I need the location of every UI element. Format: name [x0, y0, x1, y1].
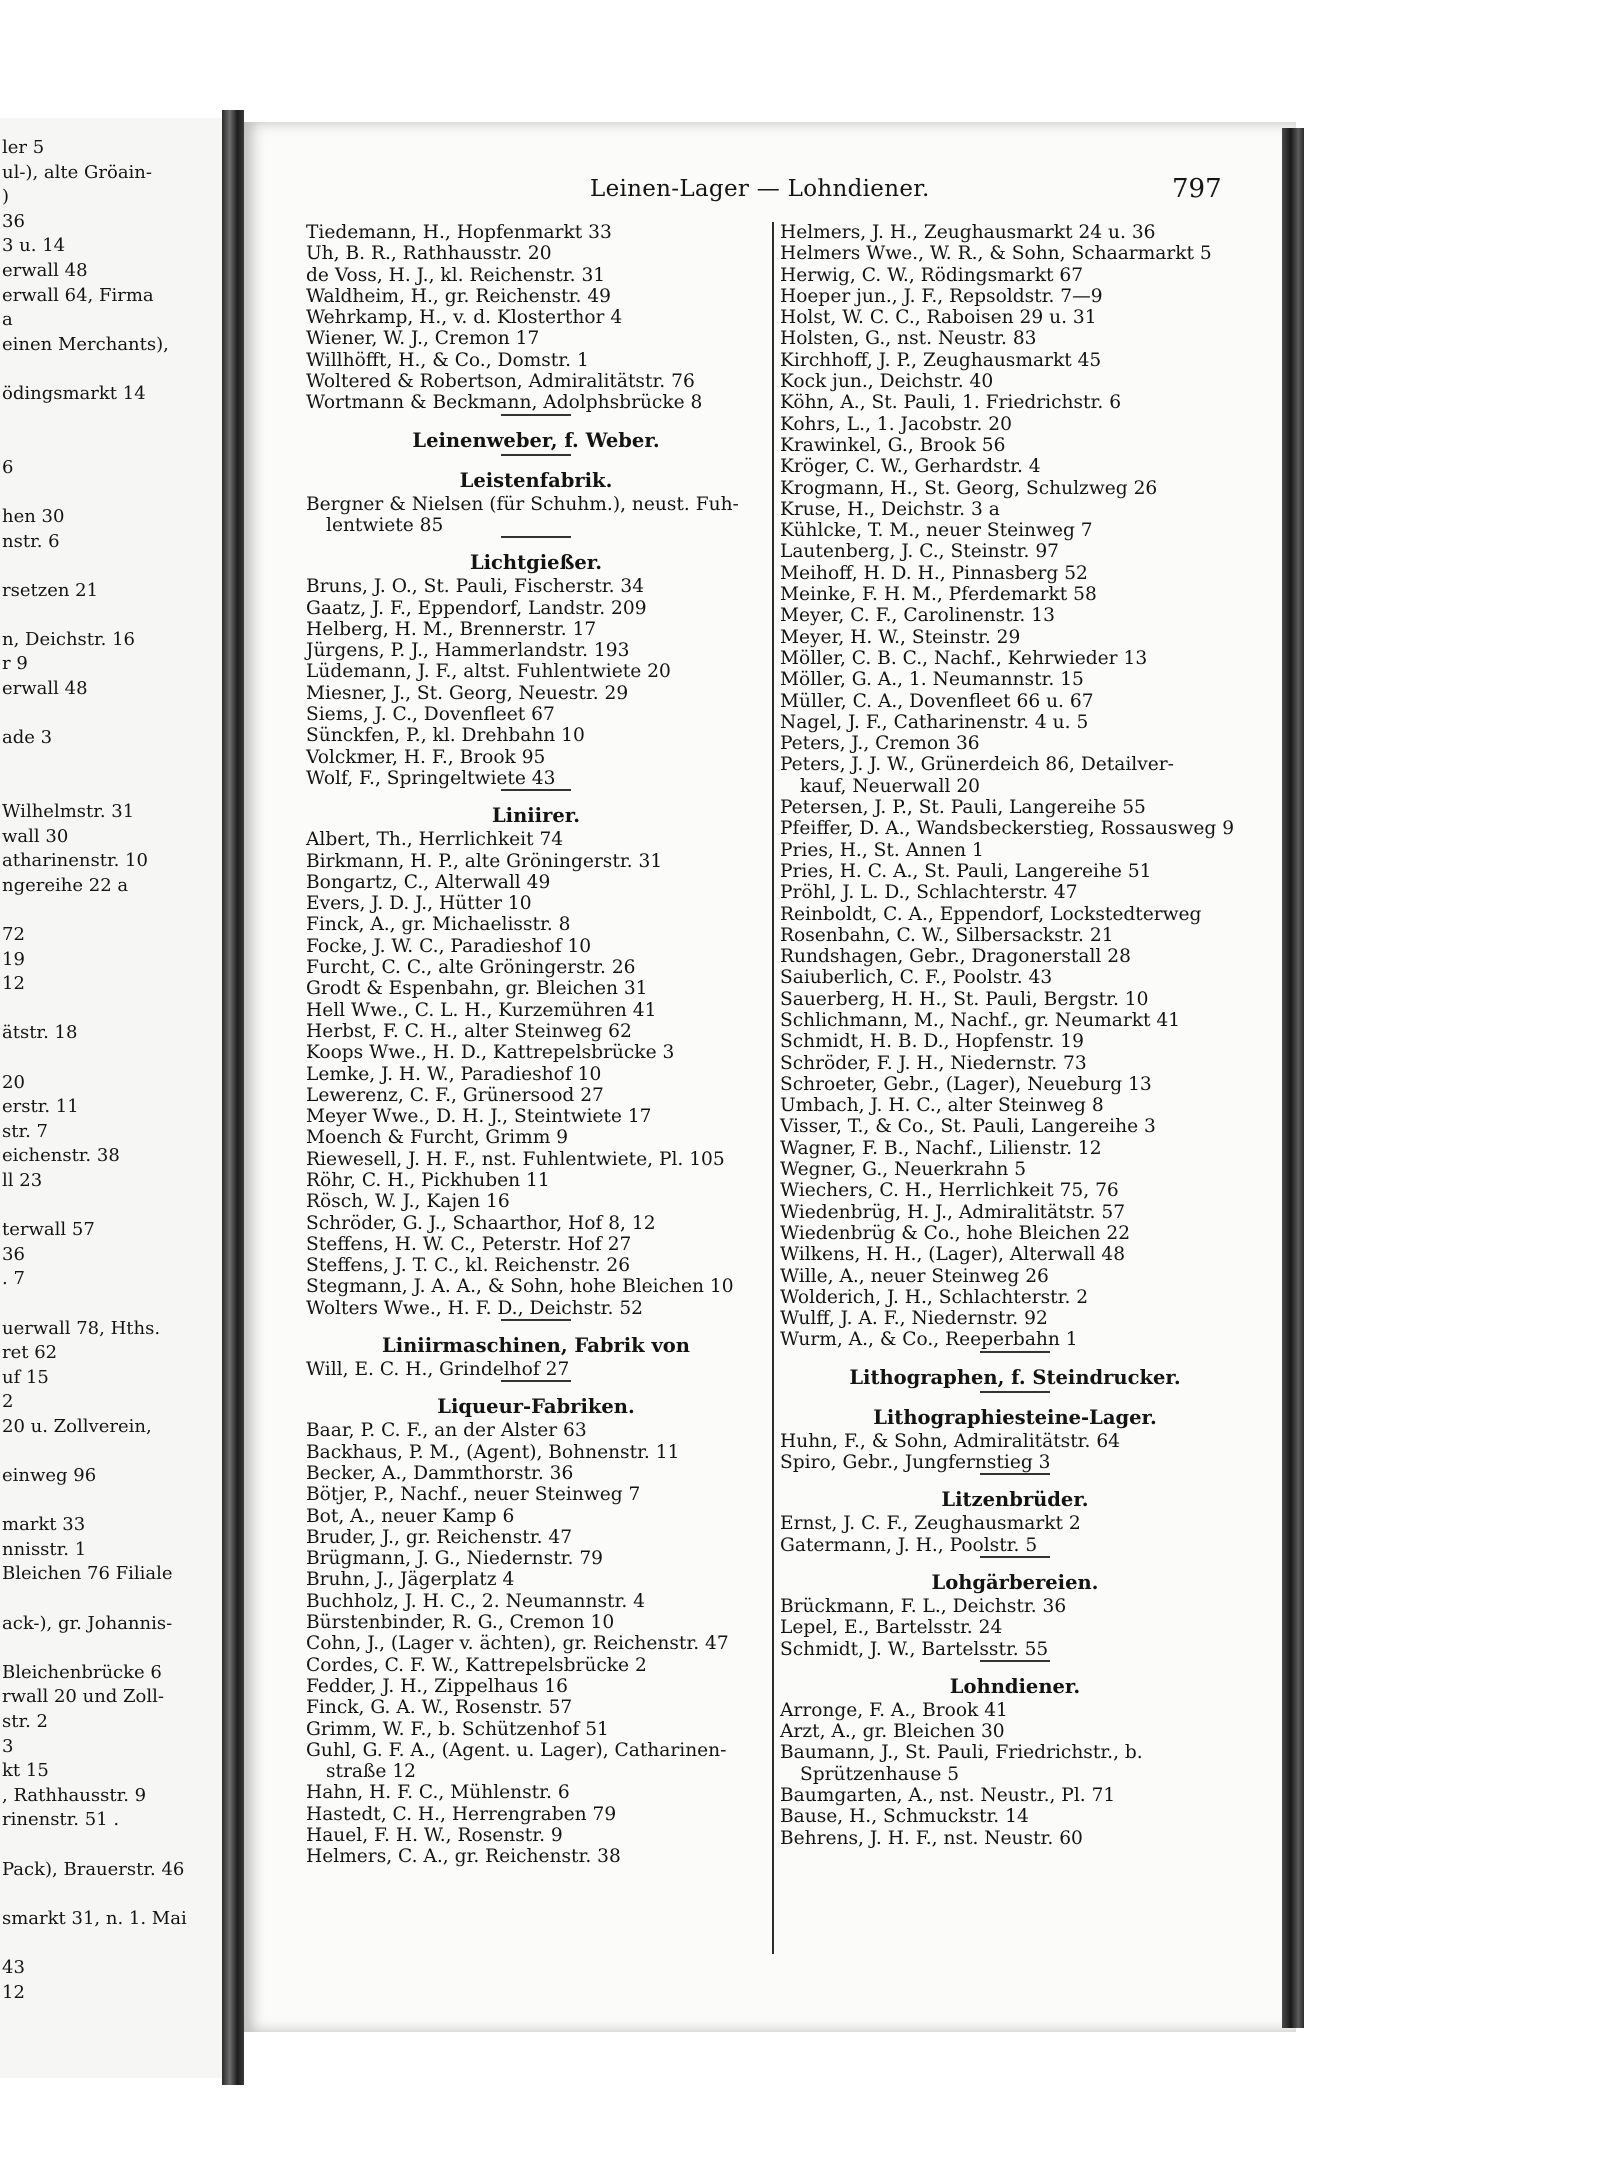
section-separator: [501, 536, 571, 538]
section-separator: [980, 1556, 1050, 1558]
directory-entry: Birkmann, H. P., alte Gröningerstr. 31: [306, 850, 663, 872]
left-page-line: 36: [2, 1243, 25, 1265]
directory-entry: Rosenbahn, C. W., Silbersackstr. 21: [780, 924, 1114, 946]
left-page: [0, 118, 225, 2078]
directory-entry: Siems, J. C., Dovenfleet 67: [306, 704, 555, 726]
left-page-line: . 7: [2, 1268, 25, 1290]
directory-entry: Schröder, G. J., Schaarthor, Hof 8, 12: [306, 1212, 656, 1234]
section-separator: [501, 1380, 571, 1382]
directory-entry: Kröger, C. W., Gerhardstr. 4: [780, 456, 1041, 478]
left-page-line: [0, 1292, 222, 1317]
left-page-line: n, Deichstr. 16: [2, 628, 135, 650]
directory-entry: Wille, A., neuer Steinweg 26: [780, 1265, 1049, 1287]
directory-entry: Hahn, H. F. C., Mühlenstr. 6: [306, 1782, 570, 1804]
directory-entry: Steffens, J. T. C., kl. Reichenstr. 26: [306, 1255, 631, 1277]
directory-entry: Riewesell, J. H. F., nst. Fuhlentwiete, Pl. 105: [306, 1148, 725, 1170]
left-page-line: 36: [2, 210, 25, 232]
directory-entry: Schmidt, J. W., Bartelsstr. 55: [780, 1638, 1049, 1660]
directory-entry: Waldheim, H., gr. Reichenstr. 49: [306, 285, 611, 307]
section-heading: Liqueur-Fabriken.: [437, 1395, 635, 1419]
directory-entry: Reinboldt, C. A., Eppendorf, Lockstedterweg: [780, 903, 1202, 925]
directory-entry: Nagel, J. F., Catharinenstr. 4 u. 5: [780, 711, 1089, 733]
section-heading: Lithographiesteine-Lager.: [873, 1405, 1157, 1429]
directory-entry: Bruhn, J., Jägerplatz 4: [306, 1569, 515, 1591]
left-page-line: [0, 702, 222, 727]
directory-entry: Meyer Wwe., D. H. J., Steintwiete 17: [306, 1106, 652, 1128]
directory-entry: Gaatz, J. F., Eppendorf, Landstr. 209: [306, 597, 647, 619]
directory-entry: Krawinkel, G., Brook 56: [780, 434, 1006, 456]
left-page-line: [0, 407, 222, 432]
directory-entry: Will, E. C. H., Grindelhof 27: [306, 1359, 570, 1381]
section-heading: Lichtgießer.: [469, 551, 603, 575]
directory-entry: Herbst, F. C. H., alter Steinweg 62: [306, 1020, 632, 1042]
directory-column-right: [772, 222, 1250, 1954]
directory-entry: Gatermann, J. H., Poolstr. 5: [780, 1534, 1038, 1556]
directory-entry: Kirchhoff, J. P., Zeughausmarkt 45: [780, 349, 1102, 371]
left-page-line: 19: [2, 948, 25, 970]
directory-entry: Wilkens, H. H., (Lager), Alterwall 48: [780, 1244, 1126, 1266]
left-page-line: nstr. 6: [2, 530, 60, 552]
left-page-line: [0, 1439, 222, 1464]
left-page-line: [0, 603, 222, 628]
directory-entry: Woltered & Robertson, Admiralitätstr. 76: [306, 371, 695, 393]
directory-entry: Bause, H., Schmuckstr. 14: [780, 1806, 1029, 1828]
left-page-line: str. 2: [2, 1711, 48, 1732]
directory-entry: Sünckfen, P., kl. Drehbahn 10: [306, 725, 585, 747]
directory-entry: Visser, T., & Co., St. Pauli, Langereihe 3: [780, 1116, 1156, 1138]
left-page-line: ödingsmarkt 14: [2, 382, 146, 404]
directory-entry: Wolderich, J. H., Schlachterstr. 2: [780, 1286, 1089, 1308]
directory-column-left: [306, 222, 766, 1868]
directory-entry: Kohrs, L., 1. Jacobstr. 20: [780, 413, 1012, 435]
section-heading: Leinenweber, f. Weber.: [412, 428, 660, 452]
left-page-line: erwall 48: [2, 678, 88, 700]
section-separator: [980, 1473, 1050, 1475]
directory-entry: Miesner, J., St. Georg, Neuestr. 29: [306, 682, 629, 704]
left-page-line: [0, 898, 222, 923]
directory-entry: Pries, H. C. A., St. Pauli, Langereihe 51: [780, 860, 1152, 882]
directory-entry: Schlichmann, M., Nachf., gr. Neumarkt 41: [780, 1009, 1181, 1031]
directory-entry: Bergner & Nielsen (für Schuhm.), neust. Fuh-: [306, 493, 739, 515]
left-page-line: ade 3: [2, 727, 53, 749]
left-page-line: terwall 57: [2, 1219, 95, 1241]
directory-entry: Arronge, F. A., Brook 41: [780, 1699, 1008, 1721]
left-page-line: rinenstr. 51 .: [2, 1809, 120, 1831]
left-page-line: kt 15: [2, 1760, 49, 1782]
left-page-line: 3: [2, 1735, 14, 1757]
directory-entry-continuation: Sprützenhause 5: [800, 1763, 960, 1785]
directory-entry: Bruder, J., gr. Reichenstr. 47: [306, 1526, 573, 1548]
page-number: 797: [1172, 174, 1222, 204]
directory-entry: Wulff, J. A. F., Niedernstr. 92: [780, 1308, 1048, 1330]
directory-entry: Koops Wwe., H. D., Kattrepelsbrücke 3: [306, 1042, 675, 1064]
directory-entry: Brückmann, F. L., Deichstr. 36: [780, 1595, 1067, 1617]
directory-entry: Holst, W. C. C., Raboisen 29 u. 31: [780, 307, 1097, 329]
left-page-line: 6: [2, 456, 14, 478]
directory-entry: Schmidt, H. B. D., Hopfenstr. 19: [780, 1031, 1084, 1053]
left-page-line: 43: [2, 1956, 25, 1978]
left-page-line: ler 5: [2, 137, 45, 158]
section-separator: [980, 1391, 1050, 1393]
left-page-line: [0, 480, 222, 505]
directory-entry: Steffens, H. W. C., Peterstr. Hof 27: [306, 1233, 632, 1255]
left-page-line: 12: [2, 973, 25, 995]
left-page-line: [0, 997, 222, 1022]
section-separator: [980, 1351, 1050, 1353]
directory-entry: Focke, J. W. C., Paradieshof 10: [306, 935, 592, 957]
left-page-line: erwall 64, Firma: [2, 284, 154, 306]
directory-entry: Umbach, J. H. C., alter Steinweg 8: [780, 1095, 1104, 1117]
directory-entry: Baumgarten, A., nst. Neustr., Pl. 71: [780, 1785, 1116, 1806]
directory-entry: Wolters Wwe., H. F. D., Deichstr. 52: [306, 1297, 643, 1319]
directory-entry: Spiro, Gebr., Jungfernstieg 3: [780, 1452, 1051, 1474]
directory-entry: Schroeter, Gebr., (Lager), Neueburg 13: [780, 1073, 1152, 1095]
directory-entry: Wiener, W. J., Cremon 17: [306, 328, 540, 350]
directory-entry: Moench & Furcht, Grimm 9: [306, 1127, 569, 1149]
directory-entry: Tiedemann, H., Hopfenmarkt 33: [306, 222, 612, 243]
directory-entry: Backhaus, P. M., (Agent), Bohnenstr. 11: [306, 1441, 680, 1463]
directory-entry: Behrens, J. H. F., nst. Neustr. 60: [780, 1827, 1083, 1849]
directory-entry: Willhöfft, H., & Co., Domstr. 1: [306, 349, 589, 371]
left-page-line: atharinenstr. 10: [2, 850, 148, 872]
left-page-line: Wilhelmstr. 31: [2, 801, 135, 823]
left-page-line: wall 30: [2, 825, 69, 847]
left-page-line: ret 62: [2, 1342, 58, 1364]
left-page-line: , Rathhausstr. 9: [2, 1784, 147, 1806]
left-page-line: [0, 1931, 222, 1956]
directory-entry: Kühlcke, T. M., neuer Steinweg 7: [780, 520, 1093, 542]
directory-entry: Lautenberg, J. C., Steinstr. 97: [780, 541, 1059, 563]
left-page-line: Bleichen 76 Filiale: [2, 1563, 173, 1585]
directory-entry: Wortmann & Beckmann, Adolphsbrücke 8: [306, 392, 703, 414]
directory-entry: Ernst, J. C. F., Zeughausmarkt 2: [780, 1513, 1081, 1535]
directory-entry: Lüdemann, J. F., altst. Fuhlentwiete 20: [306, 661, 671, 683]
left-page-line: [0, 554, 222, 579]
directory-entry: Bötjer, P., Nachf., neuer Steinweg 7: [306, 1484, 641, 1506]
directory-entry: Kock jun., Deichstr. 40: [780, 371, 994, 393]
directory-entry: Saiuberlich, C. F., Poolstr. 43: [780, 967, 1053, 989]
left-page-line: eichenstr. 38: [2, 1145, 120, 1167]
directory-entry: Wiechers, C. H., Herrlichkeit 75, 76: [780, 1180, 1119, 1202]
directory-entry-continuation: kauf, Neuerwall 20: [800, 775, 980, 797]
directory-entry: Stegmann, J. A. A., & Sohn, hohe Bleichen 10: [306, 1276, 734, 1298]
directory-entry: Bruns, J. O., St. Pauli, Fischerstr. 34: [306, 576, 645, 598]
directory-entry: Helmers, C. A., gr. Reichenstr. 38: [306, 1846, 621, 1868]
directory-entry: Wurm, A., & Co., Reeperbahn 1: [780, 1329, 1078, 1351]
directory-entry: Cohn, J., (Lager v. ächten), gr. Reichenstr. 47: [306, 1633, 729, 1655]
left-page-line: str. 7: [2, 1120, 48, 1142]
directory-entry-continuation: straße 12: [326, 1761, 416, 1783]
directory-entry: Hell Wwe., C. L. H., Kurzemühren 41: [306, 999, 657, 1021]
left-page-line: [0, 1882, 222, 1907]
directory-entry: Hauel, F. H. W., Rosenstr. 9: [306, 1825, 563, 1846]
section-separator: [501, 789, 571, 791]
left-page-line: rwall 20 und Zoll-: [2, 1686, 164, 1708]
left-page-line: smarkt 31, n. 1. Mai: [2, 1907, 187, 1929]
left-page-line: ngereihe 22 a: [2, 874, 129, 896]
directory-entry: Meyer, H. W., Steinstr. 29: [780, 626, 1021, 648]
directory-entry: Lewerenz, C. F., Grünersood 27: [306, 1084, 604, 1106]
left-page-line: erstr. 11: [2, 1096, 79, 1118]
directory-entry: Pfeiffer, D. A., Wandsbeckerstieg, Rossausweg 9: [780, 818, 1235, 840]
directory-entry: Rösch, W. J., Kajen 16: [306, 1191, 510, 1213]
directory-entry: Petersen, J. P., St. Pauli, Langereihe 55: [780, 797, 1146, 819]
directory-entry: Finck, G. A. W., Rosenstr. 57: [306, 1697, 573, 1719]
left-page-line: [0, 357, 222, 382]
book-spine: [222, 110, 244, 2085]
left-page-line: ul-), alte Gröain-: [2, 161, 152, 183]
directory-entry: Köhn, A., St. Pauli, 1. Friedrichstr. 6: [780, 392, 1122, 414]
directory-entry: Lemke, J. H. W., Paradieshof 10: [306, 1063, 602, 1085]
left-page-line: nnisstr. 1: [2, 1538, 87, 1560]
directory-entry: Fedder, J. H., Zippelhaus 16: [306, 1675, 568, 1697]
left-page-line: [0, 1194, 222, 1219]
left-page-line: einen Merchants),: [2, 333, 169, 355]
left-page-line: erwall 48: [2, 259, 88, 281]
left-page-text: [0, 136, 222, 2005]
left-page-line: [0, 1833, 222, 1858]
section-heading: Lohndiener.: [949, 1674, 1081, 1698]
left-page-line: uerwall 78, Hths.: [2, 1317, 161, 1339]
directory-entry: Meyer, C. F., Carolinenstr. 13: [780, 605, 1055, 627]
directory-entry: Brügmann, J. G., Niedernstr. 79: [306, 1548, 603, 1570]
directory-entry: Helberg, H. M., Brennerstr. 17: [306, 618, 597, 640]
left-page-line: uf 15: [2, 1366, 49, 1388]
directory-entry: Lepel, E., Bartelsstr. 24: [780, 1617, 1003, 1639]
left-page-line: hen 30: [2, 505, 65, 527]
left-page-line: 3 u. 14: [2, 235, 66, 257]
directory-entry: Jürgens, P. J., Hammerlandstr. 193: [306, 640, 630, 662]
left-page-line: [0, 1636, 222, 1661]
left-page-line: 20 u. Zollverein,: [2, 1415, 152, 1437]
section-separator: [980, 1660, 1050, 1662]
directory-entry: Arzt, A., gr. Bleichen 30: [780, 1721, 1005, 1743]
left-page-line: ): [2, 186, 10, 208]
left-page-line: 2: [2, 1391, 14, 1413]
directory-entry: Möller, G. A., 1. Neumannstr. 15: [780, 669, 1084, 691]
left-page-line: 20: [2, 1071, 25, 1093]
left-page-line: [0, 431, 222, 456]
left-page-line: Bleichenbrücke 6: [2, 1661, 162, 1683]
directory-entry: Helmers Wwe., W. R., & Sohn, Schaarmarkt 5: [780, 243, 1212, 265]
directory-entry: Sauerberg, H. H., St. Pauli, Bergstr. 10: [780, 988, 1149, 1010]
page-edge: [1282, 128, 1304, 2028]
directory-entry: Bongartz, C., Alterwall 49: [306, 871, 551, 893]
left-page-line: [0, 751, 222, 776]
directory-entry: Wiedenbrüg, H. J., Admiralitätstr. 57: [780, 1201, 1126, 1223]
left-page-line: einweg 96: [2, 1465, 97, 1487]
directory-entry: Hastedt, C. H., Herrengraben 79: [306, 1803, 617, 1825]
left-page-line: 12: [2, 1981, 25, 2003]
page-header: Leinen-Lager — Lohndiener.: [590, 176, 930, 202]
left-page-line: rsetzen 21: [2, 579, 99, 601]
directory-entry: Peters, J., Cremon 36: [780, 733, 980, 755]
directory-entry: Helmers, J. H., Zeughausmarkt 24 u. 36: [780, 222, 1156, 243]
directory-entry: Becker, A., Dammthorstr. 36: [306, 1462, 574, 1484]
directory-entry: Bürstenbinder, R. G., Cremon 10: [306, 1612, 615, 1634]
left-page-line: markt 33: [2, 1514, 86, 1536]
directory-entry: Evers, J. D. J., Hütter 10: [306, 893, 532, 915]
directory-entry: Finck, A., gr. Michaelisstr. 8: [306, 914, 571, 936]
section-separator: [501, 1319, 571, 1321]
section-heading: Lithographen, f. Steindrucker.: [849, 1365, 1181, 1389]
left-page-line: 72: [2, 924, 25, 945]
directory-entry: Furcht, C. C., alte Gröningerstr. 26: [306, 957, 636, 979]
directory-entry: Müller, C. A., Dovenfleet 66 u. 67: [780, 690, 1094, 712]
directory-entry: Holsten, G., nst. Neustr. 83: [780, 328, 1037, 350]
directory-entry: Baumann, J., St. Pauli, Friedrichstr., b.: [780, 1742, 1143, 1764]
directory-entry: Hoeper jun., J. F., Repsoldstr. 7—9: [780, 285, 1103, 307]
left-page-line: Pack), Brauerstr. 46: [2, 1858, 185, 1880]
directory-entry: Rundshagen, Gebr., Dragonerstall 28: [780, 946, 1131, 968]
directory-entry: Albert, Th., Herrlichkeit 74: [306, 829, 564, 851]
directory-entry: Wiedenbrüg & Co., hohe Bleichen 22: [780, 1222, 1131, 1244]
left-page-line: [0, 775, 222, 800]
left-page-line: ll 23: [2, 1169, 43, 1191]
directory-entry-continuation: lentwiete 85: [326, 514, 444, 536]
directory-entry: Uh, B. R., Rathhausstr. 20: [306, 243, 552, 265]
section-heading: Litzenbrüder.: [941, 1488, 1089, 1512]
left-page-line: [0, 1489, 222, 1514]
section-separator: [501, 414, 571, 416]
section-heading: Liniirer.: [491, 804, 581, 828]
directory-entry: Grodt & Espenbahn, gr. Bleichen 31: [306, 978, 648, 1000]
directory-entry: Peters, J. J. W., Grünerdeich 86, Detailver-: [780, 754, 1174, 776]
left-page-line: [0, 1046, 222, 1071]
directory-entry: Baar, P. C. F., an der Alster 63: [306, 1420, 587, 1442]
directory-entry: Huhn, F., & Sohn, Admiralitätstr. 64: [780, 1430, 1121, 1452]
directory-entry: de Voss, H. J., kl. Reichenstr. 31: [306, 264, 606, 286]
section-separator: [501, 454, 571, 456]
directory-entry: Meinke, F. H. M., Pferdemarkt 58: [780, 584, 1097, 606]
directory-entry: Krogmann, H., St. Georg, Schulzweg 26: [780, 477, 1158, 499]
directory-entry: Röhr, C. H., Pickhuben 11: [306, 1169, 550, 1191]
directory-entry: Wehrkamp, H., v. d. Klosterthor 4: [306, 307, 623, 329]
directory-entry: Kruse, H., Deichstr. 3 a: [780, 498, 1000, 520]
directory-entry: Grimm, W. F., b. Schützenhof 51: [306, 1718, 609, 1740]
directory-entry: Cordes, C. F. W., Kattrepelsbrücke 2: [306, 1654, 647, 1676]
directory-entry: Volckmer, H. F., Brook 95: [306, 746, 546, 768]
directory-entry: Pries, H., St. Annen 1: [780, 839, 984, 861]
directory-entry: Wagner, F. B., Nachf., Lilienstr. 12: [780, 1137, 1102, 1159]
left-page-line: a: [2, 309, 13, 331]
section-heading: Leistenfabrik.: [459, 468, 613, 492]
directory-entry: Guhl, G. F. A., (Agent. u. Lager), Catharinen-: [306, 1739, 727, 1761]
directory-entry: Herwig, C. W., Rödingsmarkt 67: [780, 264, 1084, 286]
directory-entry: Pröhl, J. L. D., Schlachterstr. 47: [780, 882, 1078, 904]
directory-entry: Wegner, G., Neuerkrahn 5: [780, 1159, 1027, 1181]
section-heading: Liniirmaschinen, Fabrik von: [382, 1334, 690, 1358]
directory-entry: Bot, A., neuer Kamp 6: [306, 1505, 515, 1527]
left-page-line: ätstr. 18: [2, 1022, 78, 1044]
left-page-line: [0, 1587, 222, 1612]
directory-entry: Schröder, F. J. H., Niedernstr. 73: [780, 1052, 1087, 1074]
left-page-line: r 9: [2, 653, 28, 675]
directory-entry: Meihoff, H. D. H., Pinnasberg 52: [780, 562, 1088, 584]
directory-entry: Wolf, F., Springeltwiete 43: [306, 767, 556, 789]
directory-entry: Buchholz, J. H. C., 2. Neumannstr. 4: [306, 1590, 645, 1612]
left-page-line: ack-), gr. Johannis-: [2, 1612, 173, 1634]
section-heading: Lohgärbereien.: [931, 1570, 1099, 1594]
directory-entry: Möller, C. B. C., Nachf., Kehrwieder 13: [780, 647, 1148, 669]
